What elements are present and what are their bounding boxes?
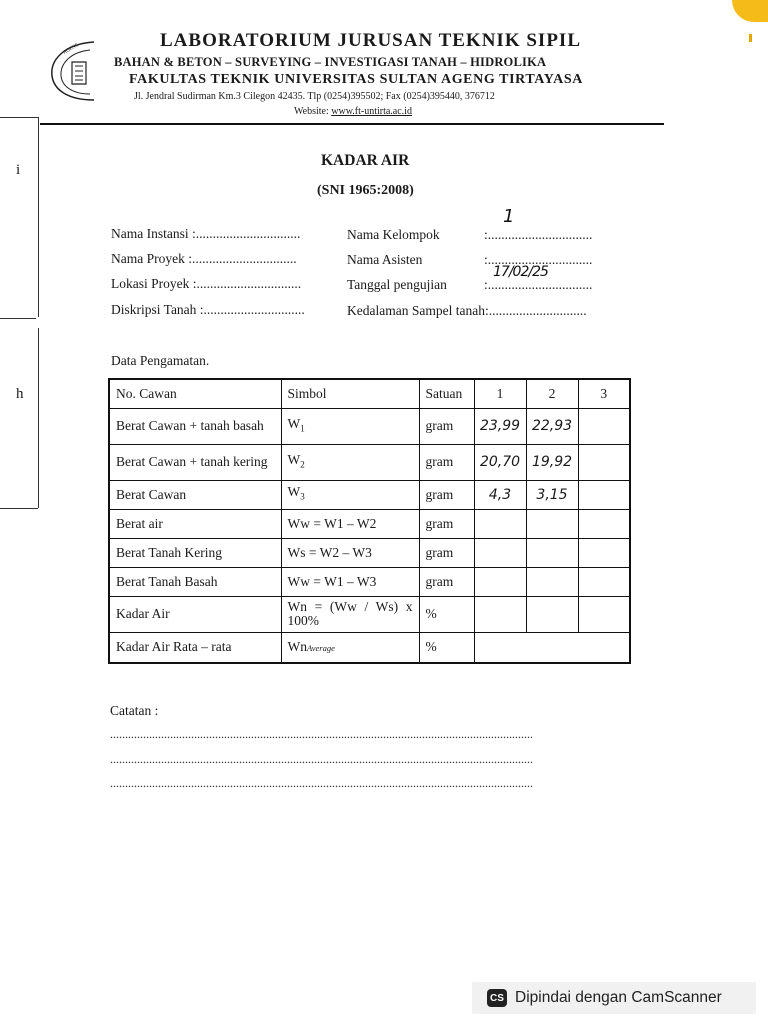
page-edge-line (38, 117, 39, 317)
row-formula: Wn = (Ww / Ws) x 100% (281, 596, 419, 632)
table-row (109, 596, 630, 632)
field-nama-instansi: Nama Instansi :............................... (111, 226, 301, 241)
value-cell-merged (474, 632, 630, 663)
row-unit: gram (419, 408, 474, 444)
value-cell (474, 596, 526, 632)
field-nama-proyek: Nama Proyek :............................... (111, 251, 297, 266)
row-unit: % (419, 632, 474, 663)
lab-address: Jl. Jendral Sudirman Km.3 Cilegon 42435. Tlp (0254)395502; Fax (0254)395440, 376712 (134, 91, 495, 102)
header-simbol: Simbol (281, 379, 419, 408)
value-cell (578, 444, 630, 480)
field-nama-kelompok: Nama Kelompok (347, 227, 440, 242)
value-cell: 23,99 (474, 408, 526, 444)
value-cell (578, 567, 630, 596)
table-row (109, 408, 630, 444)
formula-average: Average (307, 642, 335, 653)
camscanner-logo-icon: CS (487, 989, 507, 1007)
row-unit: gram (419, 480, 474, 509)
field-tanggal-pengujian: Tanggal pengujian (347, 277, 447, 292)
value-cell: 22,93 (526, 408, 578, 444)
form-title: KADAR AIR (321, 152, 410, 169)
row-label: Berat Cawan (109, 480, 281, 509)
value-cell: 3,15 (526, 480, 578, 509)
field-nama-kelompok-dots: :............................... (484, 227, 593, 242)
corner-artifact (749, 34, 752, 42)
field-tanggal-pengujian-dots: :............................... (484, 277, 593, 292)
table-header-row (109, 379, 630, 408)
formula-main: Wn (287, 638, 307, 654)
observation-label: Data Pengamatan. (111, 353, 210, 368)
row-label: Berat Tanah Basah (109, 567, 281, 596)
value-cell: 20,70 (474, 444, 526, 480)
lab-divisions: BAHAN & BETON – SURVEYING – INVESTIGASI TANAH – HIDROLIKA (114, 55, 547, 69)
svg-text:AGENG: AGENG (62, 42, 81, 56)
corner-artifact (732, 0, 768, 22)
row-formula: Ww = W1 – W2 (281, 509, 419, 538)
table-row (109, 632, 630, 663)
row-formula: Ws = W2 – W3 (281, 538, 419, 567)
row-label: Berat Cawan + tanah basah (109, 408, 281, 444)
table-row (109, 480, 630, 509)
row-formula (281, 632, 419, 663)
header-col-3: 3 (578, 379, 630, 408)
field-nama-asisten-dots: :............................... (484, 252, 593, 267)
header-col-2: 2 (526, 379, 578, 408)
university-logo-icon (46, 34, 96, 104)
notes-label: Catatan : (110, 703, 159, 718)
value-cell (578, 480, 630, 509)
page-edge-line (0, 508, 38, 509)
row-symbol (281, 480, 419, 509)
symbol-main: W (287, 451, 301, 467)
row-symbol (281, 444, 419, 480)
page-edge-line (0, 117, 38, 118)
field-nama-asisten: Nama Asisten (347, 252, 423, 267)
row-symbol (281, 408, 419, 444)
page-edge-line (0, 318, 36, 319)
symbol-sub: 2 (300, 459, 305, 470)
row-unit: % (419, 596, 474, 632)
row-unit: gram (419, 538, 474, 567)
field-kedalaman-sampel: Kedalaman Sampel tanah:............................. (347, 303, 587, 318)
table-row (109, 538, 630, 567)
website-label: Website: (294, 106, 332, 117)
header-no-cawan: No. Cawan (109, 379, 281, 408)
form-standard: (SNI 1965:2008) (317, 183, 414, 198)
lab-website (294, 106, 412, 117)
value-cell (526, 567, 578, 596)
value-cell (526, 538, 578, 567)
page-edge-line (38, 328, 39, 508)
row-label: Berat Cawan + tanah kering (109, 444, 281, 480)
notes-line: ............................................................................................................................................. (110, 776, 533, 790)
edge-glyph: i (16, 162, 21, 178)
website-url: www.ft-untirta.ac.id (331, 106, 412, 117)
value-cell (578, 509, 630, 538)
camscanner-watermark (472, 982, 756, 1014)
handwritten-test-date: 17/02/25 (493, 264, 548, 280)
field-diskripsi-tanah: Diskripsi Tanah :.............................. (111, 302, 305, 317)
lab-title: LABORATORIUM JURUSAN TEKNIK SIPIL (160, 30, 581, 51)
row-label: Kadar Air (109, 596, 281, 632)
table-row (109, 509, 630, 538)
row-label: Berat air (109, 509, 281, 538)
symbol-main: W (287, 484, 301, 500)
notes-line: ............................................................................................................................................. (110, 752, 533, 766)
symbol-sub: 3 (300, 491, 305, 502)
value-cell (578, 596, 630, 632)
row-unit: gram (419, 567, 474, 596)
edge-glyph: h (16, 386, 24, 402)
value-cell (526, 509, 578, 538)
value-cell: 19,92 (526, 444, 578, 480)
faculty-name: FAKULTAS TEKNIK UNIVERSITAS SULTAN AGENG TIRTAYASA (129, 72, 583, 87)
handwritten-group-number: 1 (503, 206, 515, 227)
table-row (109, 444, 630, 480)
row-formula: Ww = W1 – W3 (281, 567, 419, 596)
row-unit: gram (419, 509, 474, 538)
symbol-main: W (287, 415, 301, 431)
value-cell (474, 567, 526, 596)
data-table (108, 378, 631, 664)
header-satuan: Satuan (419, 379, 474, 408)
row-unit: gram (419, 444, 474, 480)
header-divider (40, 123, 664, 125)
row-label: Kadar Air Rata – rata (109, 632, 281, 663)
row-label: Berat Tanah Kering (109, 538, 281, 567)
value-cell (578, 538, 630, 567)
header-col-1: 1 (474, 379, 526, 408)
value-cell (578, 408, 630, 444)
value-cell (474, 509, 526, 538)
value-cell: 4,3 (474, 480, 526, 509)
camscanner-text: Dipindai dengan CamScanner (515, 989, 722, 1006)
notes-line: ............................................................................................................................................. (110, 727, 533, 741)
value-cell (474, 538, 526, 567)
value-cell (526, 596, 578, 632)
symbol-sub: 1 (300, 423, 305, 434)
field-lokasi-proyek: Lokasi Proyek :............................... (111, 276, 302, 291)
table-row (109, 567, 630, 596)
